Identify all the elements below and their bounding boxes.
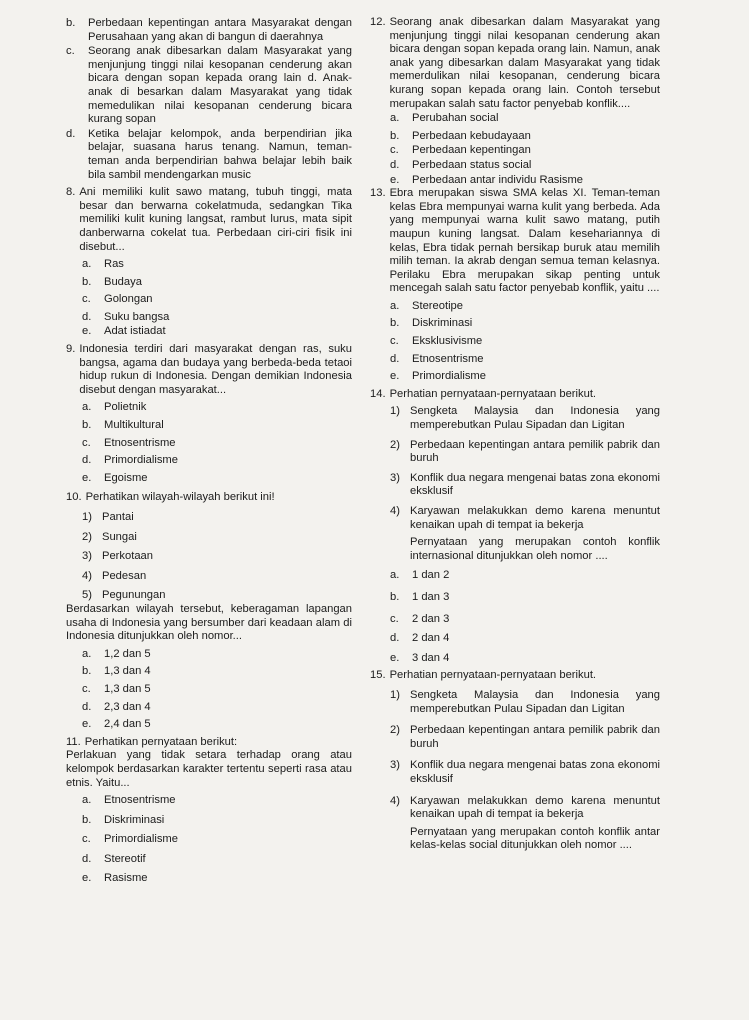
question-number: 15.: [370, 669, 386, 682]
question-number: 10.: [66, 491, 82, 504]
q14-option-a[interactable]: [390, 569, 660, 583]
question-12: [370, 16, 660, 111]
option-text: Rasisme: [104, 872, 148, 885]
q10-statement-1: [82, 511, 352, 525]
q13-option-b[interactable]: [390, 317, 660, 331]
option-text: Perubahan social: [412, 112, 499, 125]
q15-statement-1: [390, 689, 660, 716]
option-text: Eksklusivisme: [412, 335, 483, 348]
option-letter: d.: [82, 852, 92, 865]
option-text: Ras: [104, 258, 124, 271]
option-text: 1,2 dan 5: [104, 647, 151, 660]
q8-option-c[interactable]: [82, 293, 352, 307]
option-text: Primordialisme: [104, 454, 178, 467]
question-text: Perhatikan wilayah-wilayah berikut ini!: [85, 491, 275, 504]
statement-number: 3): [390, 471, 400, 484]
option-letter: c.: [82, 833, 91, 846]
q14-statement-1: [390, 405, 660, 432]
option-text: Multikultural: [104, 419, 164, 432]
question-14: [370, 388, 660, 402]
q14-prompt: Pernyataan yang merupakan contoh konflik internasional ditunjukkan oleh nomor ....: [410, 536, 660, 562]
option-letter: a.: [390, 569, 400, 582]
question-text: Perhatian pernyataan-pernyataan berikut.: [389, 669, 597, 682]
q8-option-b[interactable]: [82, 276, 352, 290]
option-text: Etnosentrisme: [412, 352, 484, 365]
q13-option-a[interactable]: [390, 300, 660, 314]
statement-text: Sungai: [102, 530, 137, 543]
q14-option-d[interactable]: [390, 632, 660, 646]
option-letter: b.: [66, 17, 76, 29]
q10-statement-5: [82, 589, 352, 603]
question-15: [370, 669, 660, 683]
q7-option-d: [66, 128, 352, 182]
q12-option-e[interactable]: [390, 174, 660, 188]
q10-prompt: Berdasarkan wilayah tersebut, keberagaman lapangan usaha di Indonesia yang bersumber dari keadaan alam di Indonesia ditunjukkan oleh nomor...: [66, 602, 352, 643]
q8-option-a[interactable]: [82, 258, 352, 272]
option-text: Etnosentrisme: [104, 794, 176, 807]
option-text: Seorang anak dibesarkan dalam Masyarakat yang menjunjung tinggi nilai kesopanan cenderung akan bicara dengan sopan kepada orang lain d. Anak-anak di besarkan dalam Masyarakat yang tidak memedulikan nilai kesopanan cenderung bicara kurang sopan: [88, 45, 352, 126]
question-text: Indonesia terdiri dari masyarakat dengan ras, suku bangsa, agama dan budaya yang berbeda-beda tetaoi hidup rukun di Indonesia. Dengan demikian Indonesia disebut dengan masyarakat...: [79, 343, 352, 396]
statement-text: Pegunungan: [102, 589, 166, 602]
statement-text: Konflik dua negara mengenai batas zona ekonomi eksklusif: [410, 471, 660, 498]
q9-option-e[interactable]: [82, 472, 352, 486]
option-letter: c.: [82, 682, 91, 695]
q7-option-b: [66, 17, 352, 44]
option-letter: d.: [390, 158, 400, 171]
q12-option-d[interactable]: [390, 159, 660, 173]
option-letter: d.: [82, 454, 92, 467]
q14-option-b[interactable]: [390, 591, 660, 605]
option-text: Suku bangsa: [104, 310, 170, 323]
statement-text: Karyawan melakukkan demo karena menuntut kenaikan upah di tempat ia bekerja: [410, 794, 660, 821]
option-text: Primordialisme: [104, 833, 178, 846]
option-text: Budaya: [104, 275, 142, 288]
question-number: 13.: [370, 187, 386, 200]
q11-option-e[interactable]: [82, 872, 352, 886]
option-text: 2,4 dan 5: [104, 718, 151, 731]
q8-option-e[interactable]: [82, 325, 352, 339]
q11-option-a[interactable]: [82, 794, 352, 808]
option-text: Perbedaan antar individu Rasisme: [412, 173, 584, 186]
option-letter: e.: [390, 651, 400, 664]
statement-number: 2): [390, 724, 400, 737]
q13-option-c[interactable]: [390, 335, 660, 349]
statement-number: 4): [390, 505, 400, 517]
option-text: Diskriminasi: [104, 813, 165, 826]
option-letter: e.: [82, 872, 92, 885]
q13-option-d[interactable]: [390, 353, 660, 367]
statement-number: 1): [390, 688, 400, 701]
option-letter: a.: [390, 299, 400, 312]
q10-statement-4: [82, 570, 352, 584]
q10-statement-2: [82, 531, 352, 545]
q10-option-a[interactable]: [82, 648, 352, 662]
q12-option-a[interactable]: [390, 112, 660, 126]
option-letter: a.: [82, 258, 92, 271]
q15-statement-2: [390, 724, 660, 751]
option-text: Perbedaan status social: [412, 158, 532, 171]
option-letter: a.: [82, 794, 92, 807]
q14-statement-4: [390, 505, 660, 532]
statement-number: 4): [390, 794, 400, 807]
option-letter: c.: [390, 612, 399, 625]
statement-number: 5): [82, 589, 92, 602]
option-text: Diskriminasi: [412, 317, 473, 330]
option-letter: e.: [390, 370, 400, 383]
option-letter: b.: [390, 129, 400, 142]
question-number: 14.: [370, 387, 386, 400]
statement-number: 3): [390, 759, 400, 772]
statement-text: Pantai: [102, 511, 134, 523]
option-letter: b.: [390, 317, 400, 330]
question-text: Ani memiliki kulit sawo matang, tubuh tinggi, mata besar dan berwarna cokelatmuda, sedangkan Tika memiliki kulit kuning langsat, rambut lurus, mata sipit danberwarna cokelat tua. Perbedaan ciri-ciri fisik ini disebut...: [79, 186, 352, 253]
q9-option-a[interactable]: [82, 401, 352, 415]
option-letter: b.: [82, 813, 92, 826]
option-text: 1,3 dan 4: [104, 665, 151, 678]
option-letter: c.: [66, 45, 75, 58]
statement-text: Konflik dua negara mengenai batas zona ekonomi eksklusif: [410, 759, 660, 785]
option-letter: d.: [82, 700, 92, 713]
option-letter: a.: [82, 647, 92, 660]
q13-option-e[interactable]: [390, 370, 660, 384]
option-letter: b.: [82, 419, 92, 432]
q11-body: Perlakuan yang tidak setara terhadap orang atau kelompok berdasarkan karakter tertentu seperti rasa atau etnis. Yaitu...: [66, 749, 352, 789]
option-letter: e.: [82, 718, 92, 731]
q9-option-b[interactable]: [82, 419, 352, 433]
option-letter: d.: [390, 632, 400, 645]
statement-number: 2): [390, 438, 400, 451]
q14-statement-2: [390, 439, 660, 466]
option-letter: c.: [82, 436, 91, 449]
option-text: Egoisme: [104, 471, 148, 484]
statement-number: 1): [82, 511, 92, 523]
statement-text: Pedesan: [102, 569, 147, 582]
option-text: 3 dan 4: [412, 651, 450, 664]
question-number: 11.: [66, 735, 81, 748]
option-text: Etnosentrisme: [104, 436, 176, 449]
q14-option-c[interactable]: [390, 613, 660, 627]
option-text: Polietnik: [104, 401, 147, 414]
statement-number: 4): [82, 569, 92, 582]
statement-text: Perbedaan kepentingan antara pemilik pabrik dan buruh: [410, 438, 660, 465]
option-text: Perbedaan kebudayaan: [412, 129, 531, 142]
option-letter: e.: [82, 471, 92, 484]
q10-option-b[interactable]: [82, 665, 352, 679]
option-text: Stereotipe: [412, 299, 463, 312]
option-letter: e.: [390, 173, 400, 186]
question-text: Perhatikan pernyataan berikut:: [84, 735, 238, 748]
q11-option-c[interactable]: [82, 833, 352, 847]
q10-option-e[interactable]: [82, 718, 352, 732]
option-text: Adat istiadat: [104, 325, 166, 338]
option-letter: d.: [390, 352, 400, 365]
q9-option-c[interactable]: [82, 437, 352, 451]
q15-prompt: Pernyataan yang merupakan contoh konflik antar kelas-kelas social ditunjukkan oleh nomor ....: [410, 825, 660, 852]
q12-option-b[interactable]: [390, 130, 660, 144]
question-10: [66, 491, 352, 505]
option-letter: c.: [390, 335, 399, 348]
option-letter: b.: [390, 590, 400, 603]
option-letter: a.: [390, 112, 400, 125]
q7-option-c: [66, 45, 352, 127]
statement-text: Sengketa Malaysia dan Indonesia yang memperebutkan Pulau Sipadan dan Ligitan: [410, 688, 660, 715]
option-text: 1 dan 3: [412, 590, 450, 603]
q10-option-d[interactable]: [82, 701, 352, 715]
q15-statement-3: [390, 759, 660, 786]
option-text: Ketika belajar kelompok, anda berpendirian jika belajar, suasana harus tenang. Namun, teman-teman anda berpendirian bahwa belajar lebih baik bila sambil mendengarkan music: [88, 127, 352, 181]
option-letter: d.: [66, 127, 76, 140]
statement-number: 2): [82, 530, 92, 543]
option-text: 2 dan 4: [412, 632, 450, 645]
option-letter: e.: [82, 325, 92, 338]
option-text: Perbedaan kepentingan: [412, 144, 531, 157]
question-11: [66, 736, 352, 750]
question-number: 9.: [66, 343, 76, 356]
option-text: Perbedaan kepentingan antara Masyarakat dengan Perusahaan yang akan di bangun di daerahnya: [88, 17, 352, 43]
q12-option-c[interactable]: [390, 144, 660, 158]
question-number: 12.: [370, 16, 386, 28]
q10-statement-3: [82, 550, 352, 564]
question-13: [370, 187, 660, 296]
question-text: Ebra merupakan siswa SMA kelas XI. Teman-teman kelas Ebra mempunyai warna kulit yang berbeda. Ada yang mempunyai warna kulit sawo matang, putih maupun kuning langsat. Dalam kesehariannya di kelas, Ebra tidak pernah bersikap buruk atau memilih milih teman. Ia akrab dengan semua teman kelasnya. Perilaku Ebra merupakan sikap penting untuk mencegah salah satu factor penyebab konflik, yaitu ....: [389, 187, 660, 295]
option-letter: b.: [82, 275, 92, 288]
q11-option-d[interactable]: [82, 853, 352, 867]
q11-option-b[interactable]: [82, 814, 352, 828]
q8-option-d[interactable]: [82, 311, 352, 325]
option-letter: b.: [82, 665, 92, 678]
statement-number: 1): [390, 405, 400, 418]
option-text: 1,3 dan 5: [104, 682, 151, 695]
statement-text: Perkotaan: [102, 550, 153, 563]
option-text: 2 dan 3: [412, 612, 450, 625]
option-letter: d.: [82, 310, 92, 323]
question-text: Seorang anak dibesarkan dalam Masyarakat yang menjunjung tinggi nilai kesopanan cenderung akan bicara dengan sopan kepada orang lain. Namun, anak anak yang dibesarkan dalam Masyarakat yang tidak memerdulikan nilai kesopanan, cenderung bicara kurang sopan kepada orang lain. Contoh tersebut merupakan salah satu factor penyebab konflik....: [389, 16, 660, 110]
option-text: Primordialisme: [412, 370, 486, 383]
option-text: Stereotif: [104, 852, 146, 865]
option-text: 2,3 dan 4: [104, 700, 151, 713]
statement-text: Karyawan melakukkan demo karena menuntut kenaikan upah di tempat ia bekerja: [410, 505, 660, 531]
option-text: Golongan: [104, 293, 153, 306]
q10-option-c[interactable]: [82, 683, 352, 697]
q14-option-e[interactable]: [390, 652, 660, 666]
question-9: [66, 343, 352, 397]
option-letter: c.: [390, 144, 399, 157]
option-letter: c.: [82, 293, 91, 306]
right-column: [370, 16, 660, 853]
q15-statement-4: [390, 795, 660, 822]
statement-number: 3): [82, 550, 92, 563]
q14-statement-3: [390, 472, 660, 499]
option-text: 1 dan 2: [412, 569, 450, 582]
question-8: [66, 186, 352, 254]
question-text: Perhatian pernyataan-pernyataan berikut.: [389, 387, 597, 400]
q9-option-d[interactable]: [82, 454, 352, 468]
statement-text: Perbedaan kepentingan antara pemilik pabrik dan buruh: [410, 724, 660, 750]
option-letter: a.: [82, 401, 92, 414]
left-column: [66, 16, 352, 886]
question-number: 8.: [66, 186, 76, 199]
statement-text: Sengketa Malaysia dan Indonesia yang memperebutkan Pulau Sipadan dan Ligitan: [410, 405, 660, 432]
